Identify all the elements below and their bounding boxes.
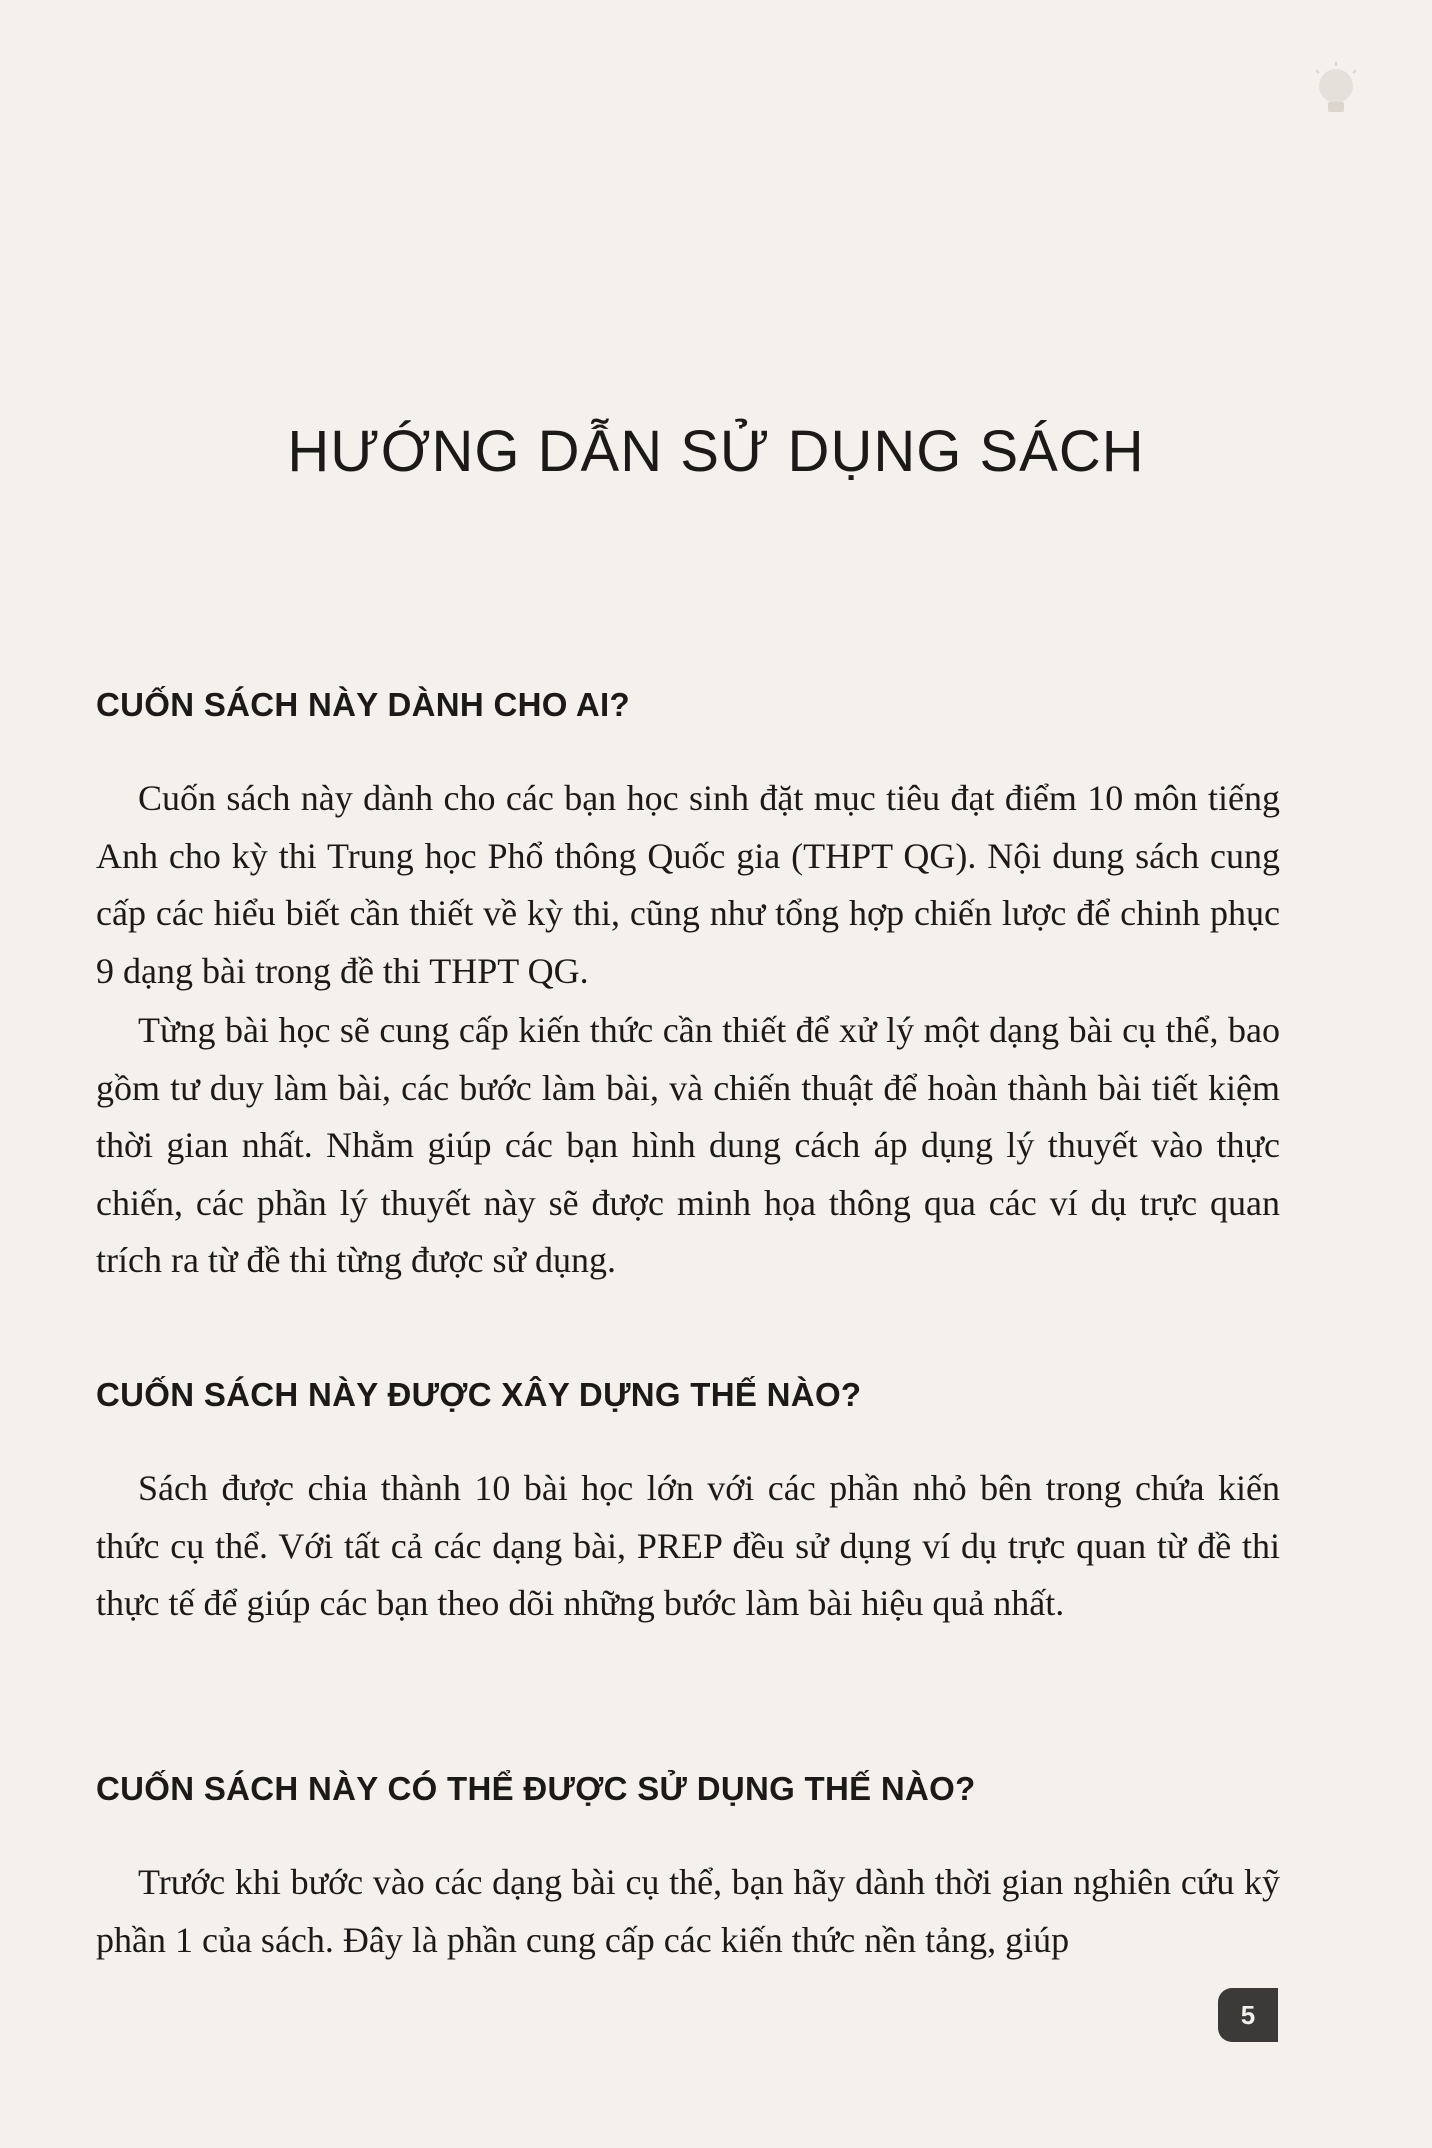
- page-title: HƯỚNG DẪN SỬ DỤNG SÁCH: [287, 419, 1145, 484]
- section-heading-audience: CUỐN SÁCH NÀY DÀNH CHO AI?: [96, 686, 630, 723]
- section-heading-structure: CUỐN SÁCH NÀY ĐƯỢC XÂY DỰNG THẾ NÀO?: [96, 1376, 862, 1413]
- section-heading-usage: CUỐN SÁCH NÀY CÓ THỂ ĐƯỢC SỬ DỤNG THẾ NÀO?: [96, 1770, 976, 1807]
- lightbulb-icon: [1310, 62, 1362, 122]
- paragraph: Sách được chia thành 10 bài học lớn với các phần nhỏ bên trong chứa kiến thức cụ thể. Với tất cả các dạng bài, PREP đều sử dụng ví dụ trực quan từ đề thi thực tế để giúp các bạn theo dõi những bước làm bài hiệu quả nhất.: [96, 1468, 1280, 1624]
- page-number: 5: [1218, 1988, 1278, 2042]
- paragraph: Từng bài học sẽ cung cấp kiến thức cần thiết để xử lý một dạng bài cụ thể, bao gồm tư duy làm bài, các bước làm bài, và chiến thuật để hoàn thành bài tiết kiệm thời gian nhất. Nhằm giúp các bạn hình dung cách áp dụng lý thuyết vào thực chiến, các phần lý thuyết này sẽ được minh họa thông qua các ví dụ trực quan trích ra từ đề thi từng được sử dụng.: [96, 1010, 1280, 1281]
- paragraph: Cuốn sách này dành cho các bạn học sinh đặt mục tiêu đạt điểm 10 môn tiếng Anh cho kỳ thi Trung học Phổ thông Quốc gia (THPT QG). Nội dung sách cung cấp các hiểu biết cần thiết về kỳ thi, cũng như tổng hợp chiến lược để chinh phục 9 dạng bài trong đề thi THPT QG.: [96, 778, 1280, 991]
- paragraph: Trước khi bước vào các dạng bài cụ thể, bạn hãy dành thời gian nghiên cứu kỹ phần 1 của sách. Đây là phần cung cấp các kiến thức nền tảng, giúp: [96, 1862, 1280, 1960]
- running-header-bleed: [620, 82, 1300, 105]
